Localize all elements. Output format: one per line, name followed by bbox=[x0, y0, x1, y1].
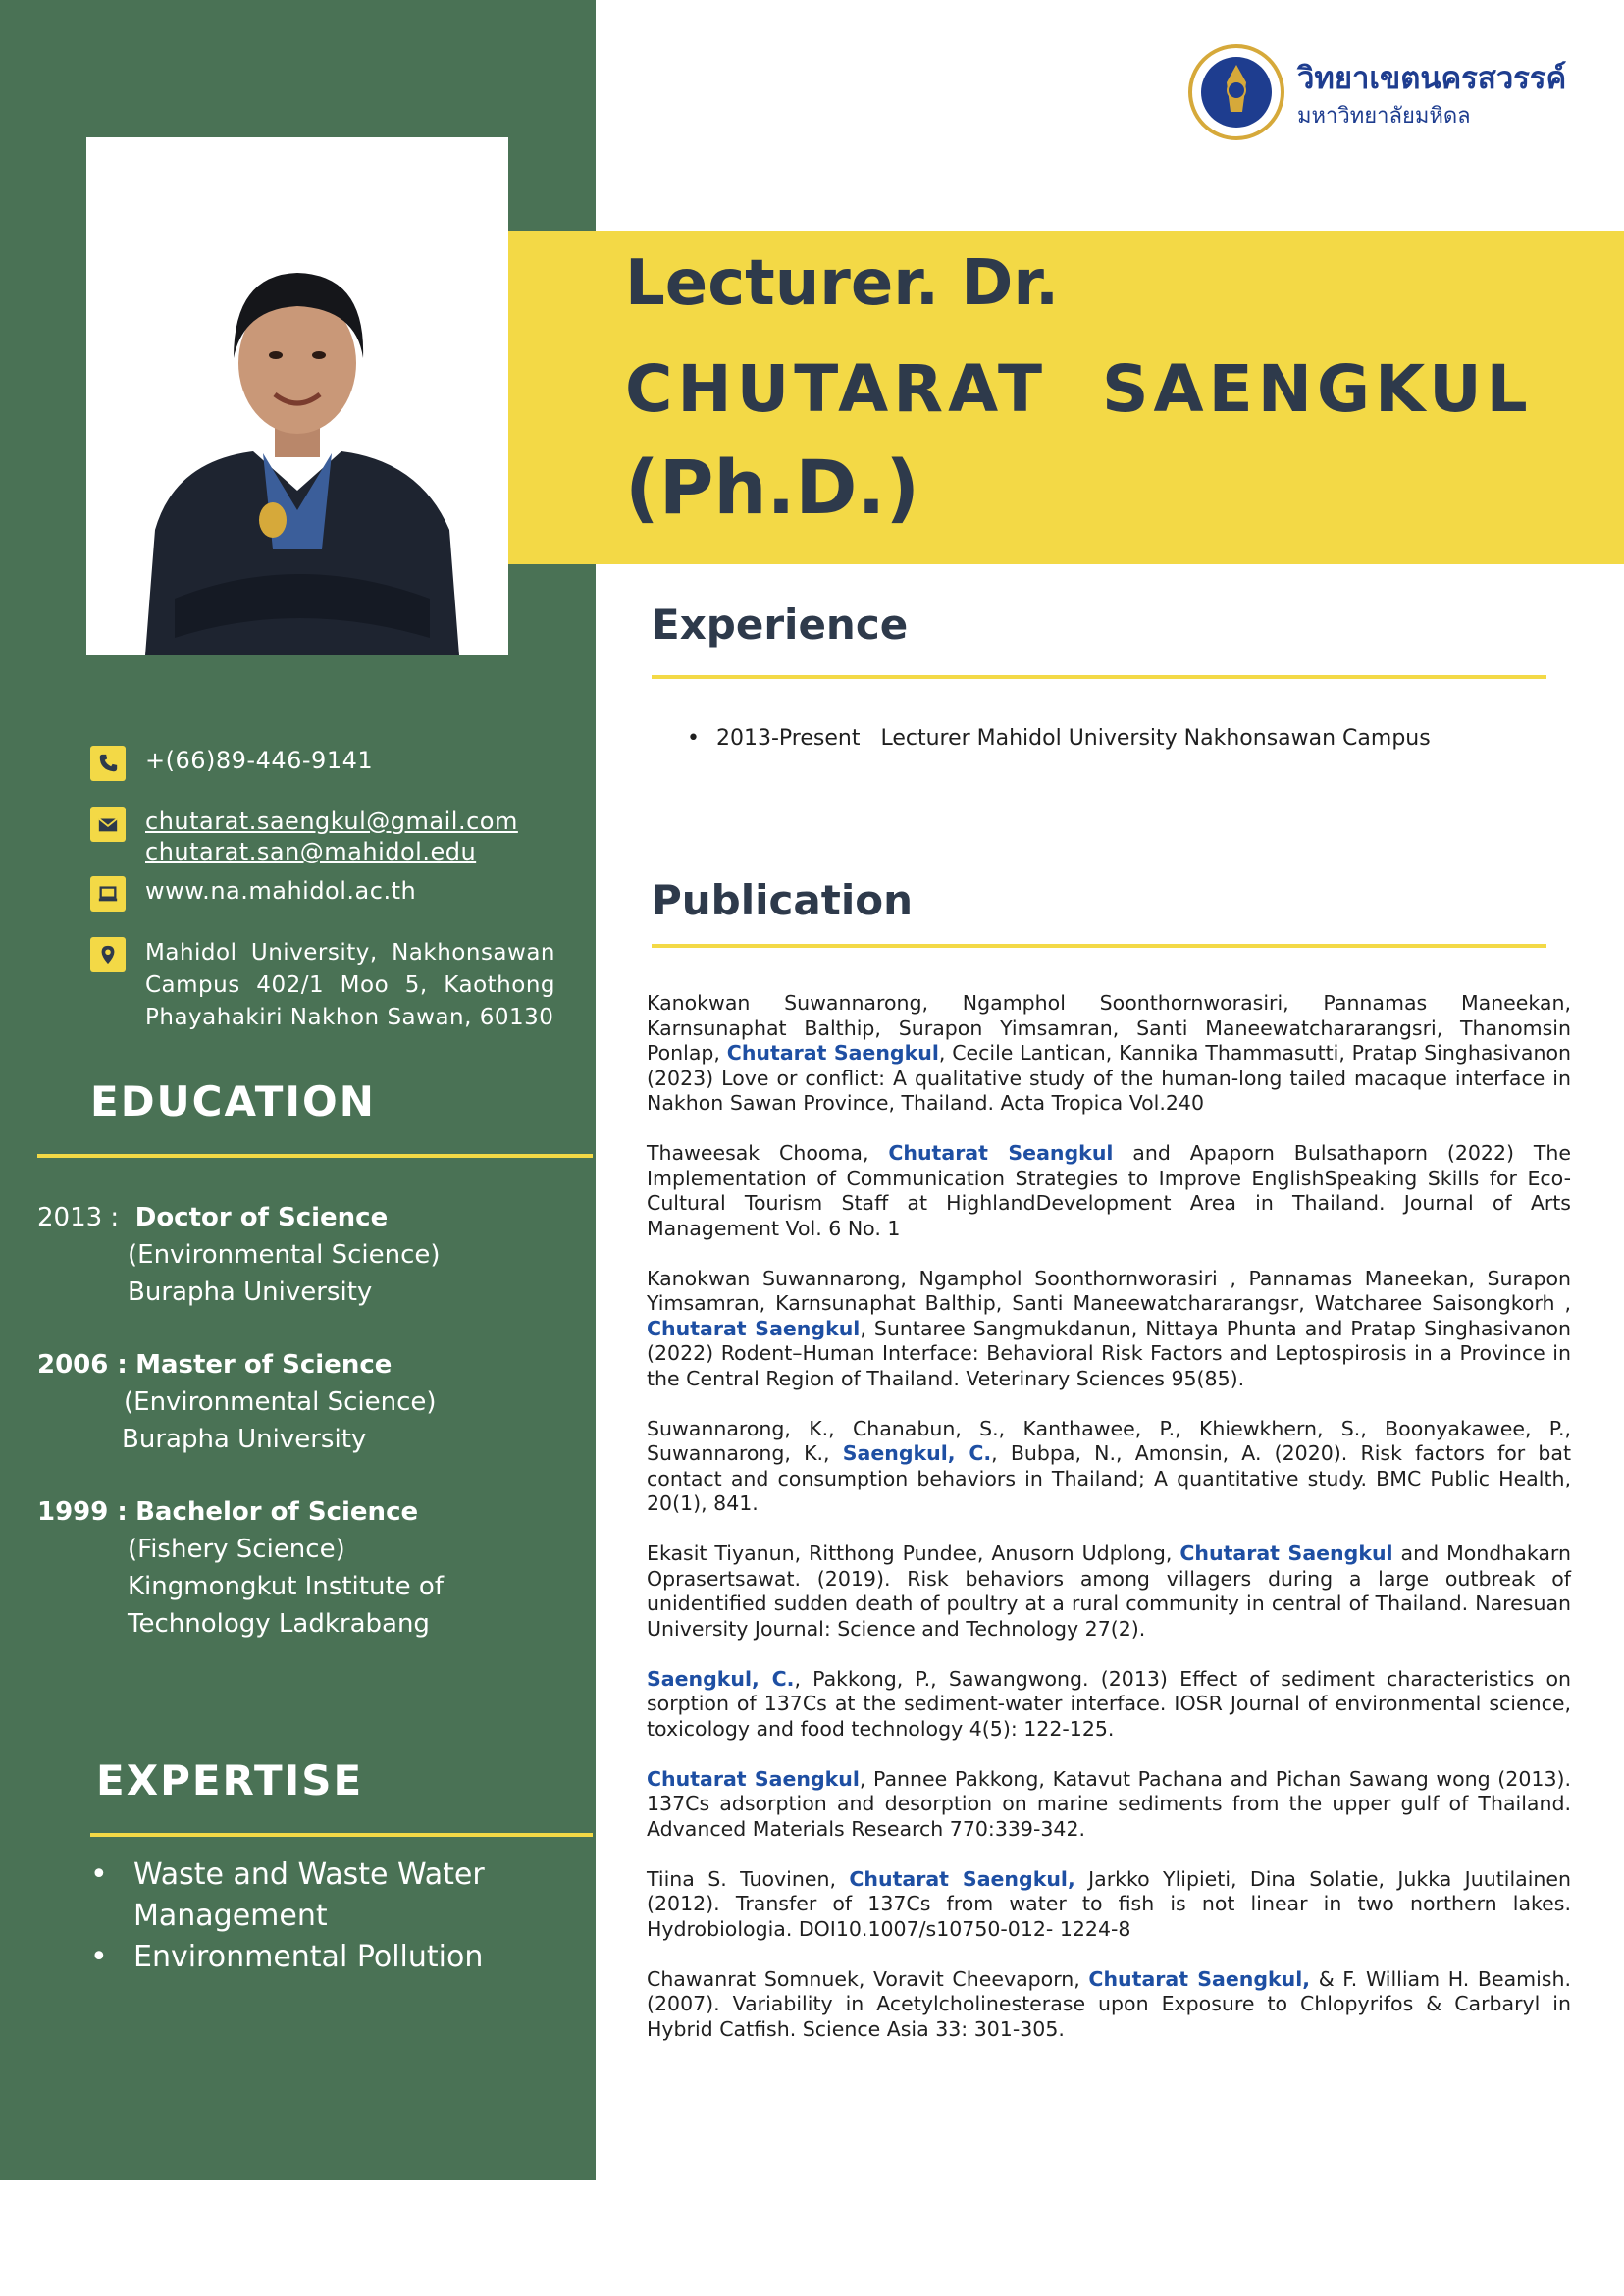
website-link[interactable]: www.na.mahidol.ac.th bbox=[145, 877, 417, 905]
laptop-icon bbox=[90, 876, 126, 912]
publication-entry bbox=[647, 1541, 1571, 1642]
publication-details: & F. William H. Beamish. (2007). Variability in Acetylcholinesterase upon Exposure to Chlopyrifos & Carbaryl in Hybrid Catfish. Science Asia 33: 301-305. bbox=[647, 1966, 1571, 2041]
contact-address bbox=[90, 937, 555, 1034]
education-year: 2013 : bbox=[37, 1203, 120, 1232]
degree-suffix: (Ph.D.) bbox=[625, 444, 920, 531]
publication-authors: Tiina S. Tuovinen, bbox=[647, 1866, 850, 1891]
list-item: • Waste and Waste Water Management bbox=[90, 1854, 565, 1937]
list-item: • Environmental Pollution bbox=[90, 1937, 565, 1978]
phone-icon bbox=[90, 746, 126, 781]
publication-entry bbox=[647, 1767, 1571, 1843]
contact-email bbox=[90, 807, 518, 867]
highlighted-author: Saengkul, C. bbox=[842, 1441, 992, 1465]
expertise-heading: EXPERTISE bbox=[96, 1756, 364, 1804]
publication-authors: Chawanrat Somnuek, Voravit Cheevaporn, bbox=[647, 1966, 1089, 1991]
university-logo bbox=[1187, 43, 1599, 141]
highlighted-author: Chutarat Saengkul bbox=[1179, 1541, 1393, 1565]
portrait-image bbox=[86, 137, 508, 655]
education-heading: EDUCATION bbox=[90, 1077, 376, 1125]
address-text: Mahidol University, Nakhonsawan Campus 402/1 Moo 5, Kaothong Phayahakiri Nakhon Sawan, 60130 bbox=[145, 940, 555, 1030]
publication-entry bbox=[647, 1967, 1571, 2043]
education-degree: Master of Science bbox=[135, 1350, 393, 1380]
education-school: Burapha University bbox=[122, 1425, 367, 1454]
publication-details: , Pakkong, P., Sawangwong. (2013) Effect of sediment characteristics on sorption of 137Cs at the sediment-water interface. IOSR Journal of environmental science, toxicology and food technology 4(5): 122-125. bbox=[647, 1666, 1572, 1741]
expertise-divider bbox=[90, 1833, 593, 1837]
publication-details: and Apaporn Bulsathaporn (2022) The Implementation of Communication Strategies to Improve EnglishSpeaking Skills for Eco-Cultural Tourism Staff at HighlandDevelopment Area in Thailand. Journal of Arts Management Vol. 6 No. 1 bbox=[647, 1141, 1571, 1240]
education-item-doctorate bbox=[37, 1199, 441, 1311]
publication-details: and Mondhakarn Oprasertsawat. (2019). Risk behaviors among villagers during a large outbreak of unidentified sudden death of poultry at a rural community in central of Thailand. Naresuan University Journal: Science and Technology 27(2). bbox=[647, 1541, 1571, 1641]
location-pin-icon bbox=[90, 937, 126, 972]
education-degree: Bachelor of Science bbox=[135, 1497, 419, 1527]
contact-website bbox=[90, 876, 416, 912]
education-field: (Environmental Science) bbox=[128, 1240, 441, 1270]
education-field: (Fishery Science) bbox=[128, 1535, 345, 1564]
education-school: Kingmongkut Institute of Technology Ladkrabang bbox=[128, 1572, 444, 1639]
education-school: Burapha University bbox=[128, 1278, 373, 1307]
email-link-2[interactable]: chutarat.san@mahidol.edu bbox=[145, 838, 477, 865]
university-seal-icon bbox=[1187, 43, 1285, 141]
list-item: • 2013-Present Lecturer Mahidol University Nakhonsawan Campus bbox=[687, 726, 1431, 751]
publication-details: Jarkko Ylipieti, Dina Solatie, Jukka Juutilainen (2012). Transfer of 137Cs from water to fish is not linear in two northern lakes. Hydrobiologia. DOI10.1007/s10750-012- 1224-8 bbox=[647, 1866, 1571, 1941]
highlighted-author: Chutarat Saengkul bbox=[726, 1041, 939, 1065]
publication-entry bbox=[647, 1417, 1571, 1517]
person-name: CHUTARAT SAENGKUL bbox=[625, 351, 1533, 427]
email-link-1[interactable]: chutarat.saengkul@gmail.com bbox=[145, 808, 518, 835]
envelope-icon bbox=[90, 807, 126, 842]
title-prefix: Lecturer. Dr. bbox=[625, 247, 1060, 320]
publication-details: , Bubpa, N., Amonsin, A. (2020). Risk factors for bat contact and consumption behaviors in Thailand; A quantitative study. BMC Public Health, 20(1), 841. bbox=[647, 1441, 1572, 1515]
education-item-master bbox=[37, 1346, 437, 1458]
publication-authors: Ekasit Tiyanun, Ritthong Pundee, Anusorn Udplong, bbox=[647, 1541, 1180, 1565]
publication-entry bbox=[647, 1141, 1571, 1241]
publication-heading: Publication bbox=[652, 876, 914, 924]
publication-entry bbox=[647, 991, 1571, 1117]
profile-photo bbox=[86, 137, 508, 655]
publication-entry bbox=[647, 1867, 1571, 1943]
publication-entry bbox=[647, 1267, 1571, 1392]
publication-details: , Cecile Lantican, Kannika Thammasutti, Pratap Singhasivanon (2023) Love or conflict: A qualitative study of the human-long tailed macaque interface in Nakhon Sawan Province, Thailand. Acta Tropica Vol.240 bbox=[647, 1041, 1571, 1115]
phone-number: +(66)89-446-9141 bbox=[145, 747, 374, 774]
publication-authors: Thaweesak Chooma, bbox=[647, 1141, 889, 1165]
publication-authors: Kanokwan Suwannarong, Ngamphol Soonthornworasiri , Pannamas Maneekan, Surapon Yimsamran, Karnsunaphat Balthip, Santi Maneewatchararangsr, Watcharee Saisongkorh , bbox=[647, 1266, 1571, 1315]
education-divider bbox=[37, 1154, 593, 1158]
education-item-bachelor bbox=[37, 1493, 500, 1643]
publication-list bbox=[647, 991, 1571, 2067]
publication-authors: Suwannarong, K., Chanabun, S., Kanthawee, P., Khiewkhern, S., Boonyakawee, P., Suwannarong, K., bbox=[647, 1416, 1571, 1465]
experience-divider bbox=[652, 675, 1546, 679]
expertise-list bbox=[90, 1854, 565, 1978]
publication-divider bbox=[652, 944, 1546, 948]
campus-name: วิทยาเขตนครสวรรค์ bbox=[1297, 61, 1567, 96]
university-name: มหาวิทยาลัยมหิดล bbox=[1297, 104, 1471, 129]
publication-entry bbox=[647, 1667, 1571, 1743]
highlighted-author: Saengkul, C. bbox=[647, 1666, 795, 1691]
education-year: 1999 : bbox=[37, 1497, 128, 1527]
experience-list bbox=[687, 726, 1431, 751]
highlighted-author: Chutarat Saengkul bbox=[647, 1766, 860, 1791]
experience-heading: Experience bbox=[652, 600, 909, 649]
education-year: 2006 : bbox=[37, 1350, 128, 1380]
publication-authors: Kanokwan Suwannarong, Ngamphol Soonthornworasiri, Pannamas Maneekan, Karnsunaphat Balthip, Surapon Yimsamran, Santi Maneewatchararangsri, Thanomsin Ponlap, bbox=[647, 991, 1571, 1065]
education-field: (Environmental Science) bbox=[124, 1387, 437, 1417]
highlighted-author: Chutarat Saengkul, bbox=[849, 1866, 1075, 1891]
publication-details: , Pannee Pakkong, Katavut Pachana and Pichan Sawang wong (2013). 137Cs adsorption and desorption on marine sediments from the upper gulf of Thailand. Advanced Materials Research 770:339-342. bbox=[647, 1766, 1571, 1841]
highlighted-author: Chutarat Saengkul bbox=[647, 1316, 861, 1340]
contact-phone bbox=[90, 746, 373, 781]
highlighted-author: Chutarat Saengkul, bbox=[1088, 1966, 1311, 1991]
highlighted-author: Chutarat Seangkul bbox=[888, 1141, 1114, 1165]
publication-details: , Suntaree Sangmukdanun, Nittaya Phunta and Pratap Singhasivanon (2022) Rodent–Human Interface: Behavioral Risk Factors and Leptospirosis in a Province in the Central Region of Thailand. Veterinary Sciences 95(85). bbox=[647, 1316, 1571, 1390]
education-degree: Doctor of Science bbox=[134, 1203, 389, 1232]
